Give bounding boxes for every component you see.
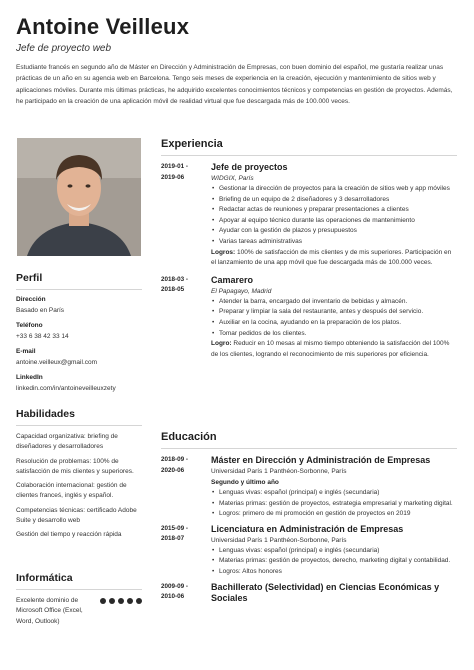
list-item: • Logros: primero de mi promoción en gestión de proyectos en 2019 xyxy=(211,509,457,520)
experiencia-section xyxy=(161,138,457,364)
degree-title: Máster en Dirección y Administración de Empresas xyxy=(211,455,431,465)
entry-body xyxy=(211,524,457,578)
level-dot xyxy=(127,598,133,604)
candidate-role: Jefe de proyecto web xyxy=(16,43,112,54)
informatica-row xyxy=(16,596,142,627)
list-item: • Lenguas vivas: español (principal) e inglés (secundaria) xyxy=(211,488,457,499)
list-item: • Tomar pedidos de los clientes. xyxy=(211,329,457,340)
achievements-text: 100% de satisfacción de mis clientes y de mis superiores. Participación en el lanzamiento de una app móvil que fue descargada más de 100.000 veces. xyxy=(211,248,452,267)
list-item: • Auxiliar en la cocina, ayudando en la preparación de los platos. xyxy=(211,318,457,329)
company: El Papagayo, Madrid xyxy=(211,287,272,295)
list-item: • Gestionar la dirección de proyectos para la creación de sitios web y app móviles xyxy=(211,184,457,195)
education-entry xyxy=(161,582,457,604)
skill-item: Capacidad organizativa: briefing de diseñadores y desarrolladores xyxy=(16,433,118,451)
entry-dates xyxy=(161,275,211,361)
date-start: 2019-01 - xyxy=(161,163,188,170)
candidate-name: Antoine Veilleux xyxy=(16,14,190,39)
list-item: • Apoyar al equipo técnico durante las operaciones de mantenimiento xyxy=(211,216,457,227)
list-item: • Briefing de un equipo de 2 diseñadores y 3 desarrolladores xyxy=(211,195,457,206)
summary-paragraph: Estudiante francés en segundo año de Máster en Dirección y Administración de Empresas, con buen dominio del español, me gustaría realizar unas prácticas de un año en su agencia web en Barcelona. Tengo seis meses de experiencia en la creación, ejecución y mantenimiento de sitios web y aplicaciones móviles. Durante mis últimas prácticas, he adquirido excelentes conocimientos técnicos y competencias en gestión de proyectos. Además, he participado en la creación de una aplicación móvil de realidad virtual que fue descargada más de 100.000 veces. xyxy=(16,64,453,106)
date-end: 2019-06 xyxy=(161,173,185,181)
achievements xyxy=(211,339,457,360)
educacion-section xyxy=(161,431,457,608)
company: WIDGIX, París xyxy=(211,175,254,182)
degree-title: Licenciatura en Administración de Empresas xyxy=(211,523,404,534)
list-item: • Logros: Altos honores xyxy=(211,567,457,578)
date-end: 2018-05 xyxy=(161,286,185,294)
school: Universidad París 1 Panthéon-Sorbonne, París xyxy=(211,468,347,475)
direccion-value: Basado en París xyxy=(16,307,65,314)
date-start: 2009-09 - xyxy=(161,582,188,590)
achievements-text: Reducir en 10 mesas al mismo tiempo obteniendo la satisfacción del 100% de los clientes, logrando el reconocimiento de mis superiores por eficiencia. xyxy=(211,340,450,358)
date-start: 2015-09 - xyxy=(161,524,188,532)
achievements xyxy=(211,248,457,269)
achievements-label: Logro: xyxy=(211,340,232,348)
school: Universidad París 1 Panthéon-Sorbonne, París xyxy=(211,536,347,544)
list-item: • Lenguas vivas: español (principal) e inglés (secundaria) xyxy=(211,546,457,557)
level-dot xyxy=(100,598,106,604)
skill-item: Competencias técnicas: certificado Adobe Suite y desarrollo web xyxy=(16,506,137,525)
date-end: 2020-06 xyxy=(161,466,185,474)
habilidades-section xyxy=(16,408,142,545)
list-item: • Atender la barra, encargado del inventario de bebidas y almacén. xyxy=(211,297,457,308)
date-end: 2018-07 xyxy=(161,535,185,543)
telefono-value: +33 6 38 42 33 14 xyxy=(16,333,69,340)
degree-note: Segundo y último año xyxy=(211,479,279,486)
entry-dates xyxy=(161,455,211,520)
experiencia-title: Experiencia xyxy=(161,138,457,156)
degree-title: Bachillerato (Selectividad) en Ciencias Económicas y Sociales xyxy=(211,581,440,603)
skill-item: Resolución de problemas: 100% de satisfacción de mis clientes y superiores. xyxy=(16,457,134,475)
resume-header xyxy=(16,14,460,54)
portrait-image xyxy=(17,138,141,256)
email-value[interactable]: antoine.veilleux@gmail.com xyxy=(16,359,98,366)
skill-item: Gestión del tiempo y reacción rápida xyxy=(16,531,122,539)
degree-details xyxy=(211,488,457,520)
entry-body xyxy=(211,582,457,604)
list-item: • Materias primas: gestión de proyectos, derecho, marketing digital y contabilidad. xyxy=(211,556,457,567)
perfil-title: Perfil xyxy=(16,272,142,290)
list-item: • Ayudar con la gestión de plazos y presupuestos xyxy=(211,226,457,237)
level-dot xyxy=(109,598,115,604)
date-start: 2018-03 - xyxy=(161,275,188,283)
achievements-label: Logros: xyxy=(211,248,236,256)
experience-entry xyxy=(161,275,457,361)
direccion-label: Dirección xyxy=(16,296,46,303)
entry-body xyxy=(211,275,457,361)
skill-level-dots xyxy=(100,598,142,627)
email-label: E-mail xyxy=(16,348,36,355)
informatica-item: Excelente dominio de Microsoft Office (Excel, Word, Outlook) xyxy=(16,597,83,625)
entry-dates xyxy=(161,524,211,578)
job-title: Camarero xyxy=(211,274,254,285)
date-start: 2018-09 - xyxy=(161,456,188,463)
degree-details xyxy=(211,546,457,578)
duties-list xyxy=(211,184,457,248)
date-end: 2010-06 xyxy=(161,593,185,601)
linkedin-value[interactable]: linkedin.com/in/antoineveilleuxzety xyxy=(16,385,116,392)
entry-dates xyxy=(161,162,211,269)
informatica-title: Informática xyxy=(16,572,142,590)
education-entry xyxy=(161,455,457,520)
list-item: • Preparar y limpiar la sala del restaurante, antes y después del servicio. xyxy=(211,307,457,318)
entry-dates xyxy=(161,582,211,604)
level-dot xyxy=(136,598,142,604)
entry-body xyxy=(211,162,457,269)
list-item: • Redactar actas de reuniones y preparar presentaciones a clientes xyxy=(211,205,457,216)
skill-item: Colaboración internacional: gestión de clientes franceś, inglés y español. xyxy=(16,482,127,500)
habilidades-title: Habilidades xyxy=(16,408,142,426)
informatica-section xyxy=(16,572,142,627)
perfil-section xyxy=(16,272,142,393)
educacion-title: Educación xyxy=(161,431,457,449)
telefono-label: Teléfono xyxy=(16,322,43,329)
experience-entry xyxy=(161,162,457,269)
list-item: • Materias primas: gestión de proyectos, estrategia empresarial y marketing digital. xyxy=(211,499,457,510)
job-title: Jefe de proyectos xyxy=(211,162,288,172)
linkedin-label: LinkedIn xyxy=(16,374,43,381)
list-item: • Varias tareas administrativas xyxy=(211,237,457,248)
duties-list xyxy=(211,297,457,339)
entry-body xyxy=(211,455,457,520)
education-entry xyxy=(161,524,457,578)
profile-photo xyxy=(17,138,141,256)
level-dot xyxy=(118,598,124,604)
